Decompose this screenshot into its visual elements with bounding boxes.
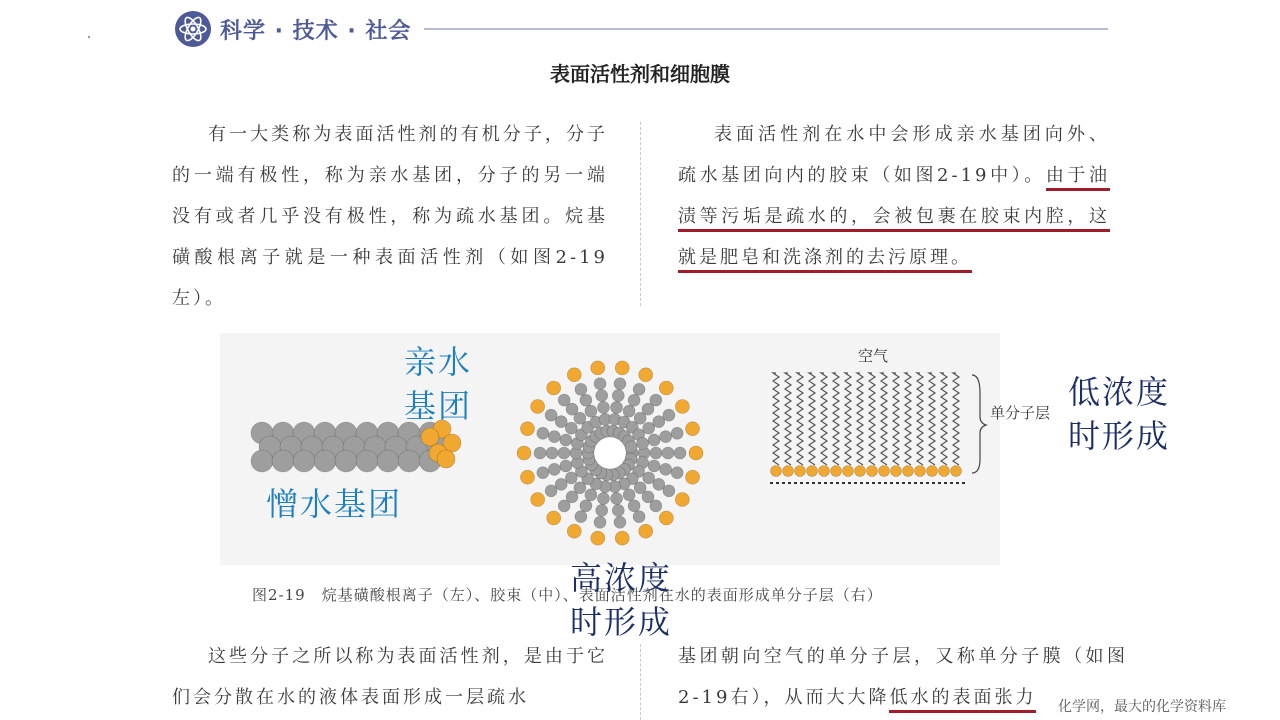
label-monolayer: 单分子层 xyxy=(990,404,1051,422)
tail-chain xyxy=(869,373,875,465)
tail-atom xyxy=(628,394,640,406)
tail-atom xyxy=(597,401,609,413)
head-atom xyxy=(819,466,830,477)
tail-atom xyxy=(648,434,660,446)
head-atom xyxy=(939,466,950,477)
tail-atom xyxy=(648,460,660,472)
tail-atom xyxy=(625,441,637,453)
head-atom xyxy=(771,466,782,477)
head-atom xyxy=(531,492,545,506)
tail-atom xyxy=(558,394,570,406)
head-atom xyxy=(591,531,605,545)
column-divider xyxy=(640,122,641,306)
head-atom xyxy=(517,446,531,460)
tail-atom xyxy=(650,447,662,459)
tail-atom xyxy=(251,450,273,472)
head-atom xyxy=(686,422,700,436)
tail-atom xyxy=(534,447,546,459)
tail-atom xyxy=(560,460,572,472)
tail-atom xyxy=(674,447,686,459)
tail-atom xyxy=(660,463,672,475)
tail-atom xyxy=(660,431,672,443)
head-atom xyxy=(879,466,890,477)
header-title: 科学 · 技术 · 社会 xyxy=(220,19,412,44)
tail-atom xyxy=(548,431,560,443)
tail-atom xyxy=(663,485,675,497)
head-atom xyxy=(675,492,689,506)
head-atom xyxy=(867,466,878,477)
tail-atom xyxy=(575,383,587,395)
head-atom xyxy=(927,466,938,477)
head-atom xyxy=(951,466,962,477)
tail-chain xyxy=(953,373,959,465)
head-atom xyxy=(783,466,794,477)
tail-atom xyxy=(580,394,592,406)
tail-chain xyxy=(893,373,899,465)
tail-atom xyxy=(545,485,557,497)
tail-atom xyxy=(565,422,577,434)
head-atom xyxy=(591,361,605,375)
tail-atom xyxy=(611,401,623,413)
monolayer-model xyxy=(770,373,986,483)
tail-chain xyxy=(929,373,935,465)
tail-atom xyxy=(537,427,549,439)
column-divider-bottom xyxy=(640,644,641,720)
stray-dot xyxy=(88,36,90,38)
tail-atom xyxy=(671,427,683,439)
tail-atom xyxy=(272,450,294,472)
tail-atom xyxy=(650,394,662,406)
micelle-model xyxy=(517,361,703,545)
tail-atom xyxy=(293,450,315,472)
head-atom xyxy=(855,466,866,477)
head-atom xyxy=(891,466,902,477)
tail-atom xyxy=(555,416,567,428)
tail-atom xyxy=(594,516,606,528)
tail-atom xyxy=(643,422,655,434)
tail-atom xyxy=(614,378,626,390)
tail-chain xyxy=(857,373,863,465)
tail-atom xyxy=(537,467,549,479)
bottom-right-underlined: 低水的表面张力 xyxy=(889,687,1036,713)
head-atom xyxy=(686,470,700,484)
head-atom xyxy=(520,470,534,484)
annotation-high-concentration: 高浓度时形成 xyxy=(570,559,673,641)
bottom-paragraph-left: 这些分子之所以称为表面活性剂，是由于它们会分散在水的液体表面形成一层疏水 xyxy=(172,646,608,708)
header-wave-divider xyxy=(424,22,1110,36)
head-atom xyxy=(520,422,534,436)
head-atom xyxy=(807,466,818,477)
tail-atom xyxy=(643,472,655,484)
tail-atom xyxy=(580,500,592,512)
tail-atom xyxy=(663,409,675,421)
tail-atom xyxy=(558,447,570,459)
tail-chain xyxy=(785,373,791,465)
head-atom xyxy=(639,368,653,382)
tail-atom xyxy=(597,493,609,505)
paragraph-right xyxy=(678,114,1110,278)
tail-atom xyxy=(575,511,587,523)
watermark: 化学网，最大的化学资料库 xyxy=(1054,694,1230,718)
tail-atom xyxy=(612,390,624,402)
figure-illustration xyxy=(220,333,1000,565)
tail-atom xyxy=(565,472,577,484)
tail-atom xyxy=(633,383,645,395)
tail-atom xyxy=(637,437,649,449)
atom-icon xyxy=(174,10,212,48)
tail-chain xyxy=(905,373,911,465)
head-atom xyxy=(843,466,854,477)
tail-atom xyxy=(623,405,635,417)
head-atom xyxy=(567,524,581,538)
tail-atom xyxy=(611,493,623,505)
tail-atom xyxy=(671,467,683,479)
head-atom xyxy=(531,400,545,414)
head-atom xyxy=(659,381,673,395)
tail-chain xyxy=(797,373,803,465)
tail-atom xyxy=(596,390,608,402)
tail-atom xyxy=(633,511,645,523)
head-atom xyxy=(795,466,806,477)
tail-atom xyxy=(546,447,558,459)
paragraph-right-plain: 表面活性剂在水中会形成亲水基团向外、疏水基团向内的胶束（如图2-19中）。 xyxy=(678,124,1110,186)
tail-chain xyxy=(773,373,779,465)
tail-atom xyxy=(335,450,357,472)
tail-atom xyxy=(548,463,560,475)
tail-atom xyxy=(662,447,674,459)
annotation-hydrophilic: 亲水基团 xyxy=(404,343,473,425)
tail-atom xyxy=(623,489,635,501)
head-atom xyxy=(689,446,703,460)
section-title: 表面活性剂和细胞膜 xyxy=(550,62,730,86)
annotation-low-concentration: 低浓度时形成 xyxy=(1068,373,1171,455)
tail-chain xyxy=(881,373,887,465)
figure-panel xyxy=(220,333,1000,565)
tail-chain xyxy=(809,373,815,465)
head-atom xyxy=(659,511,673,525)
tail-atom xyxy=(377,450,399,472)
annotation-hydrophobic: 憎水基团 xyxy=(266,485,403,523)
head-atom xyxy=(615,361,629,375)
head-atom xyxy=(639,524,653,538)
tail-atom xyxy=(398,450,420,472)
tail-chain xyxy=(821,373,827,465)
tail-atom xyxy=(650,500,662,512)
label-air: 空气 xyxy=(858,347,889,365)
tail-atom xyxy=(596,504,608,516)
tail-atom xyxy=(628,500,640,512)
tail-atom xyxy=(614,516,626,528)
head-atom xyxy=(547,381,561,395)
micelle-core xyxy=(594,437,626,469)
tail-atom xyxy=(560,434,572,446)
tail-atom xyxy=(585,489,597,501)
tail-atom xyxy=(653,416,665,428)
head-atom xyxy=(915,466,926,477)
tail-chain xyxy=(833,373,839,465)
head-atom xyxy=(903,466,914,477)
head-atom xyxy=(615,531,629,545)
tail-atom xyxy=(594,378,606,390)
tail-atom xyxy=(612,504,624,516)
paragraph-right-underlined: 由于油渍等污垢是疏水的，会被包裹在胶束内腔，这就是肥皂和洗涤剂的去污原理。 xyxy=(678,165,1110,273)
tail-atom xyxy=(545,409,557,421)
head-atom xyxy=(421,428,439,446)
head-atom xyxy=(547,511,561,525)
figure-caption: 图2-19 烷基磺酸根离子（左）、胶束（中）、表面活性剂在水的表面形成单分子层（右） xyxy=(252,586,883,604)
tail-chain xyxy=(917,373,923,465)
head-atom xyxy=(437,450,455,468)
tail-atom xyxy=(585,405,597,417)
head-atom xyxy=(567,368,581,382)
tail-atom xyxy=(558,500,570,512)
tail-chain xyxy=(941,373,947,465)
tail-atom xyxy=(555,478,567,490)
paragraph-left: 有一大类称为表面活性剂的有机分子，分子的一端有极性，称为亲水基团，分子的另一端没有或者几乎没有极性，称为疏水基团。烷基磺酸根离子就是一种表面活性剂（如图2-19左）。 xyxy=(172,124,608,309)
tail-atom xyxy=(314,450,336,472)
brace xyxy=(972,375,986,473)
tail-atom xyxy=(356,450,378,472)
tail-atom xyxy=(653,478,665,490)
bottom-right-plain: 基团朝向空气的单分子层，又称单分子膜（如图2-19右），从而大大降 xyxy=(678,646,1128,708)
tail-chain xyxy=(845,373,851,465)
head-atom xyxy=(831,466,842,477)
head-atom xyxy=(675,400,689,414)
